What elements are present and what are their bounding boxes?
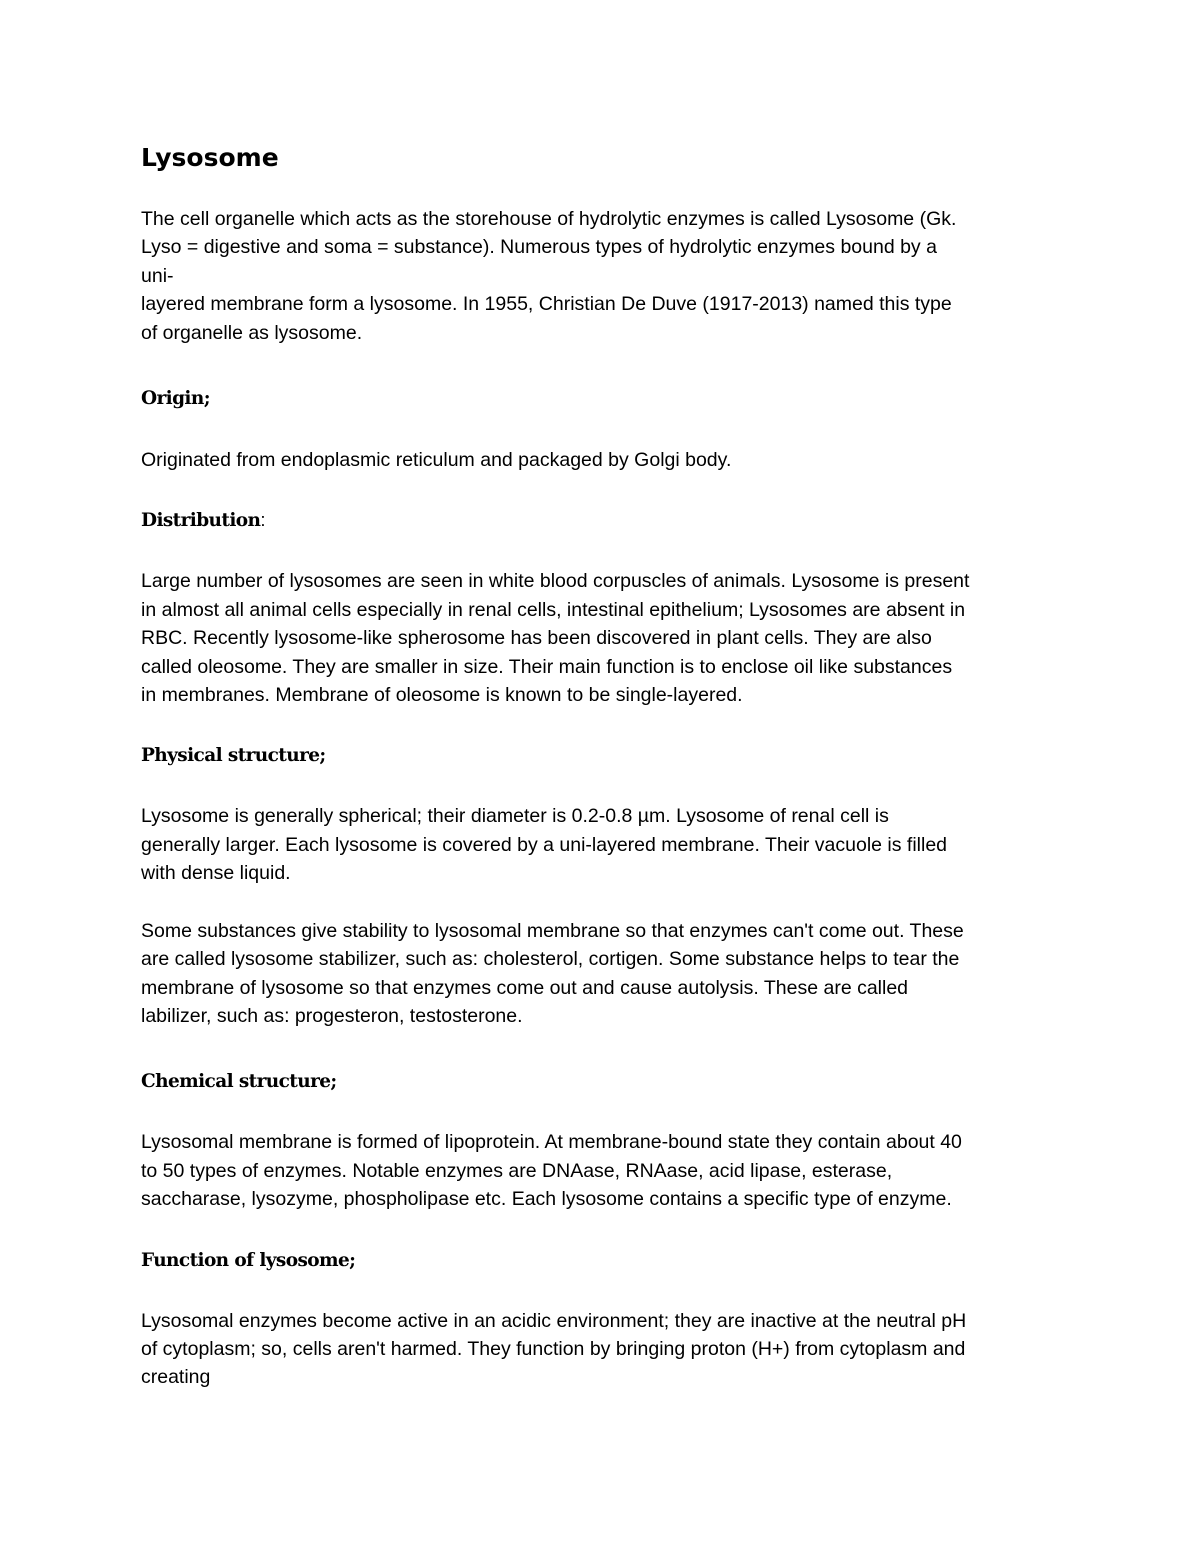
physical-structure-paragraph (141, 802, 1066, 887)
paragraph-line: in membranes. Membrane of oleosome is known to be single-layered. (141, 684, 743, 707)
function-paragraph (141, 1307, 1066, 1392)
document-title: Lysosome (141, 143, 279, 172)
paragraph-line: in almost all animal cells especially in renal cells, intestinal epithelium; Lysosomes are absent in (141, 598, 966, 621)
paragraph-line: saccharase, lysozyme, phospholipase etc. Each lysosome contains a specific type of enzyme. (141, 1188, 952, 1211)
paragraph-line: labilizer, such as: progesteron, testosterone. (141, 1004, 523, 1027)
paragraph-line: to 50 types of enzymes. Notable enzymes are DNAase, RNAase, acid lipase, esterase, (141, 1159, 893, 1182)
paragraph-line: RBC. Recently lysosome-like spherosome has been discovered in plant cells. They are also (141, 627, 932, 650)
heading-text: Distribution (141, 510, 261, 532)
section-heading-chemical-structure: Chemical structure; (141, 1071, 337, 1093)
paragraph-line: called oleosome. They are smaller in size. Their main function is to enclose oil like substances (141, 655, 953, 678)
paragraph-line: Lysosome is generally spherical; their diameter is 0.2-0.8 µm. Lysosome of renal cell is (141, 805, 889, 828)
section-heading-origin: Origin; (141, 388, 210, 410)
intro-line: Lyso = digestive and soma = substance). Numerous types of hydrolytic enzymes bound by a (141, 236, 937, 259)
chemical-structure-paragraph (141, 1128, 1066, 1213)
paragraph-line: Lysosomal membrane is formed of lipoprotein. At membrane-bound state they contain about 40 (141, 1131, 962, 1154)
heading-suffix: : (260, 509, 265, 531)
intro-line: of organelle as lysosome. (141, 321, 363, 344)
section-heading-function: Function of lysosome; (141, 1249, 356, 1271)
paragraph-line: are called lysosome stabilizer, such as: cholesterol, cortigen. Some substance helps to tear the (141, 948, 960, 971)
paragraph-line: Lysosomal enzymes become active in an acidic environment; they are inactive at the neutral pH (141, 1309, 967, 1332)
document-page (141, 140, 1066, 1392)
paragraph-line: membrane of lysosome so that enzymes come out and cause autolysis. These are called (141, 976, 909, 999)
intro-line: uni- (141, 264, 174, 287)
paragraph-line: with dense liquid. (141, 862, 291, 885)
paragraph-line: generally larger. Each lysosome is covered by a uni-layered membrane. Their vacuole is filled (141, 833, 948, 856)
paragraph-line: Some substances give stability to lysosomal membrane so that enzymes can't come out. These (141, 919, 964, 942)
intro-line: layered membrane form a lysosome. In 1955, Christian De Duve (1917-2013) named this type (141, 293, 952, 316)
paragraph-line: Originated from endoplasmic reticulum and packaged by Golgi body. (141, 449, 732, 472)
paragraph-line: of cytoplasm; so, cells aren't harmed. They function by bringing proton (H+) from cytoplasm and (141, 1337, 966, 1360)
section-heading-distribution (141, 506, 1066, 535)
intro-line: The cell organelle which acts as the storehouse of hydrolytic enzymes is called Lysosome (Gk. (141, 208, 957, 230)
paragraph-line: creating (141, 1366, 211, 1389)
paragraph-line: Large number of lysosomes are seen in white blood corpuscles of animals. Lysosome is present (141, 570, 970, 593)
stabilizer-paragraph (141, 917, 1066, 1031)
intro-paragraph (141, 205, 1066, 347)
distribution-paragraph (141, 567, 1066, 709)
section-heading-physical-structure: Physical structure; (141, 745, 326, 767)
origin-paragraph (141, 446, 1066, 474)
